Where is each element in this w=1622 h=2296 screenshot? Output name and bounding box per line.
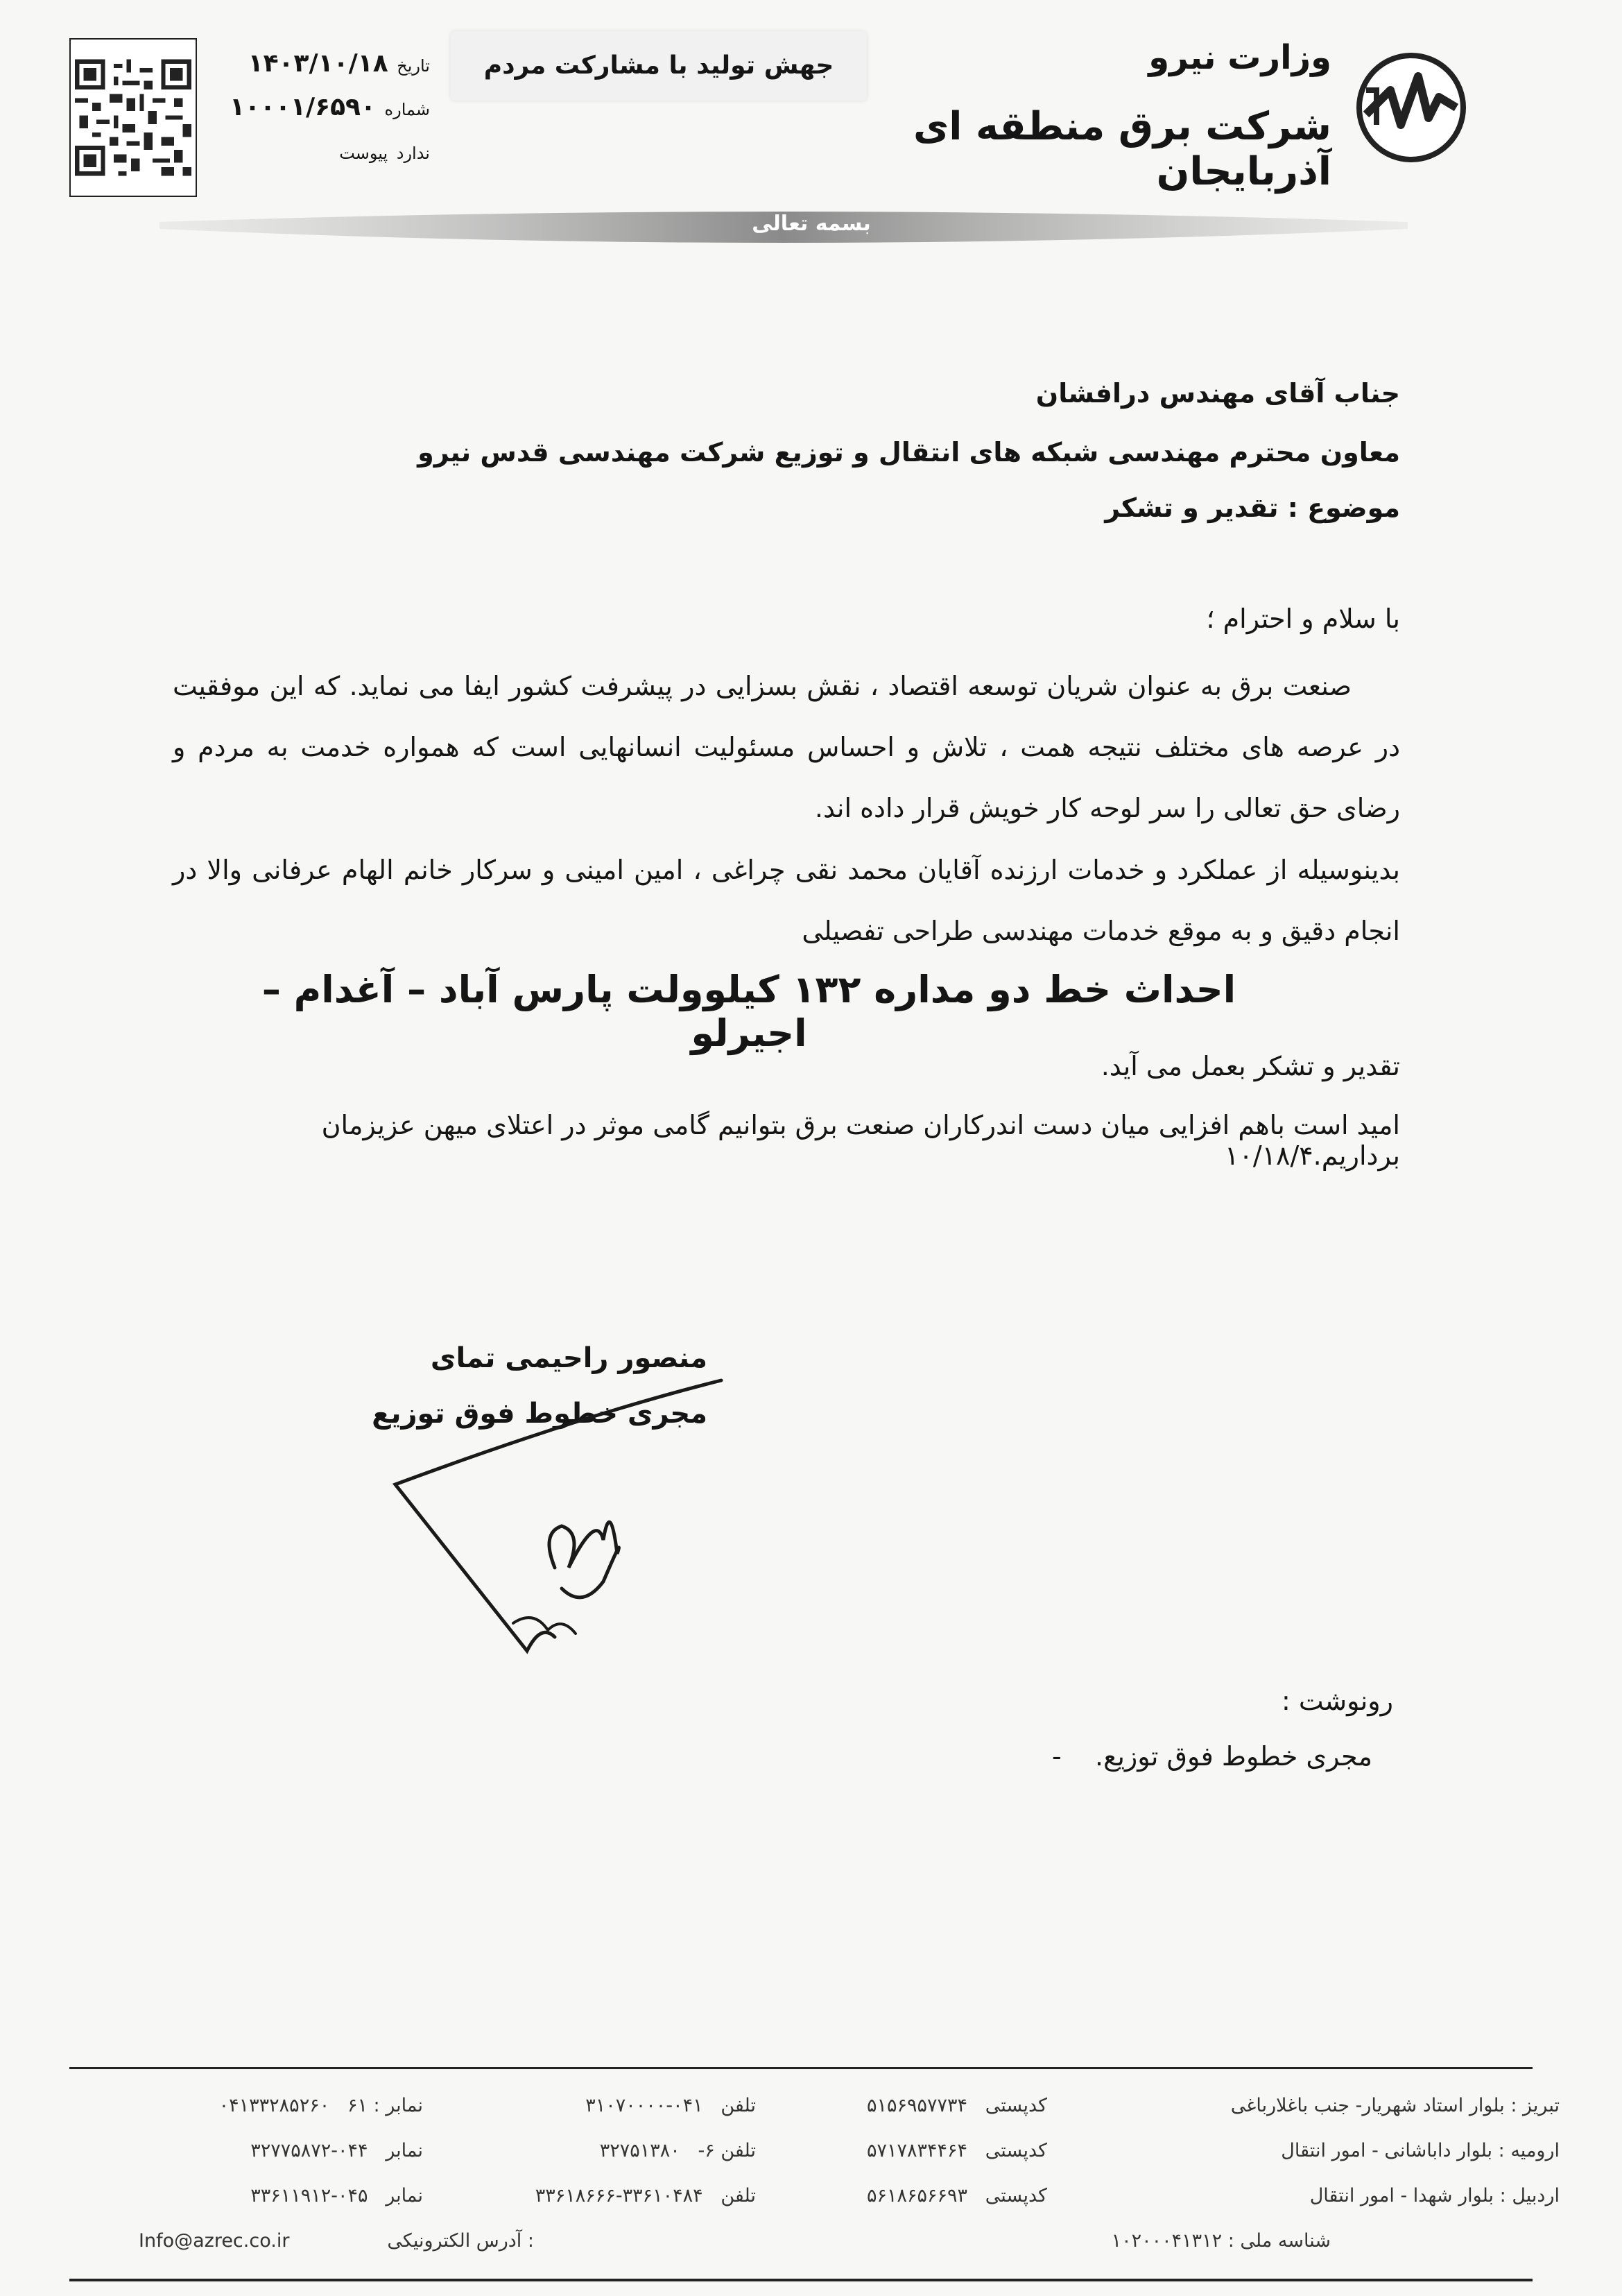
letter-meta bbox=[229, 43, 430, 174]
project-headline: احداث خط دو مداره ۱۳۲ کیلوولت پارس آباد – آغدام – اجیرلو bbox=[261, 968, 1236, 1055]
thanks-line: تقدیر و تشکر بعمل می آید. bbox=[1101, 1051, 1400, 1081]
copy-label: رونوشت : bbox=[1282, 1686, 1393, 1716]
handwritten-signature bbox=[374, 1360, 735, 1672]
recipient-line-2: معاون محترم مهندسی شبکه های انتقال و توزیع شرکت مهندسی قدس نیرو bbox=[417, 437, 1400, 468]
closing-text: امید است باهم افزایی میان دست اندرکاران صنعت برق بتوانیم گامی موثر در اعتلای میهن عزیزمان برداریم. bbox=[321, 1110, 1400, 1171]
footer-bottom-rule bbox=[69, 2279, 1533, 2281]
slogan-box: جهش تولید با مشارکت مردم bbox=[451, 31, 867, 101]
letter-number: ۱۰۰۰۱/۶۵۹۰ bbox=[230, 93, 376, 121]
company-logo-icon bbox=[1352, 49, 1470, 166]
copy-item: مجری خطوط فوق توزیع. - bbox=[1051, 1741, 1372, 1772]
signer-name: منصور راحیمی تمای bbox=[430, 1342, 707, 1374]
footer-phone-2: تلفن ۶- ۳۲۷۵۱۳۸۰ bbox=[599, 2140, 756, 2161]
footer-city-3: اردبیل : بلوار شهدا - امور انتقال bbox=[1309, 2185, 1560, 2207]
footer-fax-1: نمابر : ۶۱ ۰۴۱۳۳۲۸۵۲۶۰ bbox=[218, 2095, 423, 2116]
footer-email[interactable]: Info@azrec.co.ir bbox=[139, 2230, 290, 2252]
paragraph-2: بدینوسیله از عملکرد و خدمات ارزنده آقایان محمد نقی چراغی ، امین امینی و سرکار خانم الهام عرفانی والا در انجام دقیق و به موقع خدمات مهندسی طراحی تفصیلی bbox=[173, 855, 1400, 946]
footer-postal-3: کدپستی ۵۶۱۸۶۵۶۶۹۳ bbox=[866, 2185, 1047, 2207]
closing-line bbox=[152, 1110, 1400, 1171]
attachment-value: ندارد bbox=[396, 144, 430, 163]
qr-code bbox=[69, 38, 197, 197]
bismillah: بسمه تعالی bbox=[752, 212, 871, 236]
number-label: شماره bbox=[384, 100, 430, 119]
paragraph-1: صنعت برق به عنوان شریان توسعه اقتصاد ، نقش بسزایی در پیشرفت کشور ایفا می نماید. که این موفقیت در عرصه های مختلف نتیجه همت ، تلاش و احساس مسئولیت انسانهایی است که همواره خدمت به مردم و رضای حق تعالی را سر لوحه کار خویش قرار داده اند. bbox=[173, 671, 1400, 823]
footer-city-1: تبریز : بلوار استاد شهریار- جنب باغلارباغی bbox=[1230, 2095, 1560, 2116]
letter-subject: موضوع : تقدیر و تشکر bbox=[1105, 492, 1400, 523]
footer-postal-2: کدپستی ۵۷۱۷۸۳۴۴۶۴ bbox=[866, 2140, 1047, 2161]
copy-item-text: مجری خطوط فوق توزیع. bbox=[1095, 1741, 1372, 1772]
ministry-name: وزارت نیرو bbox=[1148, 38, 1331, 77]
signer-title: مجری خطوط فوق توزیع bbox=[372, 1398, 707, 1430]
footer-fax-2: نمابر ۰۴۴-۳۲۷۷۵۸۷۲ bbox=[250, 2140, 423, 2161]
footer-phone-1: تلفن ۰۴۱-۳۱۰۷۰۰۰۰ bbox=[585, 2095, 756, 2116]
footer-city-2: ارومیه : بلوار داباشانی - امور انتقال bbox=[1281, 2140, 1560, 2161]
greeting: با سلام و احترام ؛ bbox=[1206, 603, 1400, 634]
recipient-line-1: جناب آقای مهندس درافشان bbox=[1035, 378, 1400, 409]
footer-phone-3: تلفن ۳۳۶۱۰۴۸۴-۳۳۶۱۸۶۶۶ bbox=[535, 2185, 756, 2207]
attachment-label: پیوست bbox=[339, 144, 388, 163]
letter-date: ۱۴۰۳/۱۰/۱۸ bbox=[248, 49, 388, 78]
footer-fax-3: نمابر ۰۴۵-۳۳۶۱۱۹۱۲ bbox=[250, 2185, 423, 2207]
company-name: شرکت برق منطقه ای آذربایجان bbox=[913, 104, 1331, 194]
closing-note: ۱۰/۱۸/۴ bbox=[1225, 1140, 1313, 1171]
date-label: تاریخ bbox=[397, 56, 430, 76]
footer-top-rule bbox=[69, 2067, 1533, 2069]
footer-national-id: شناسه ملی : ۱۰۲۰۰۰۴۱۳۱۲ bbox=[1111, 2230, 1331, 2252]
footer-email-label: آدرس الکترونیکی : bbox=[387, 2230, 534, 2252]
footer-postal-1: کدپستی ۵۱۵۶۹۵۷۷۳۴ bbox=[866, 2095, 1047, 2116]
